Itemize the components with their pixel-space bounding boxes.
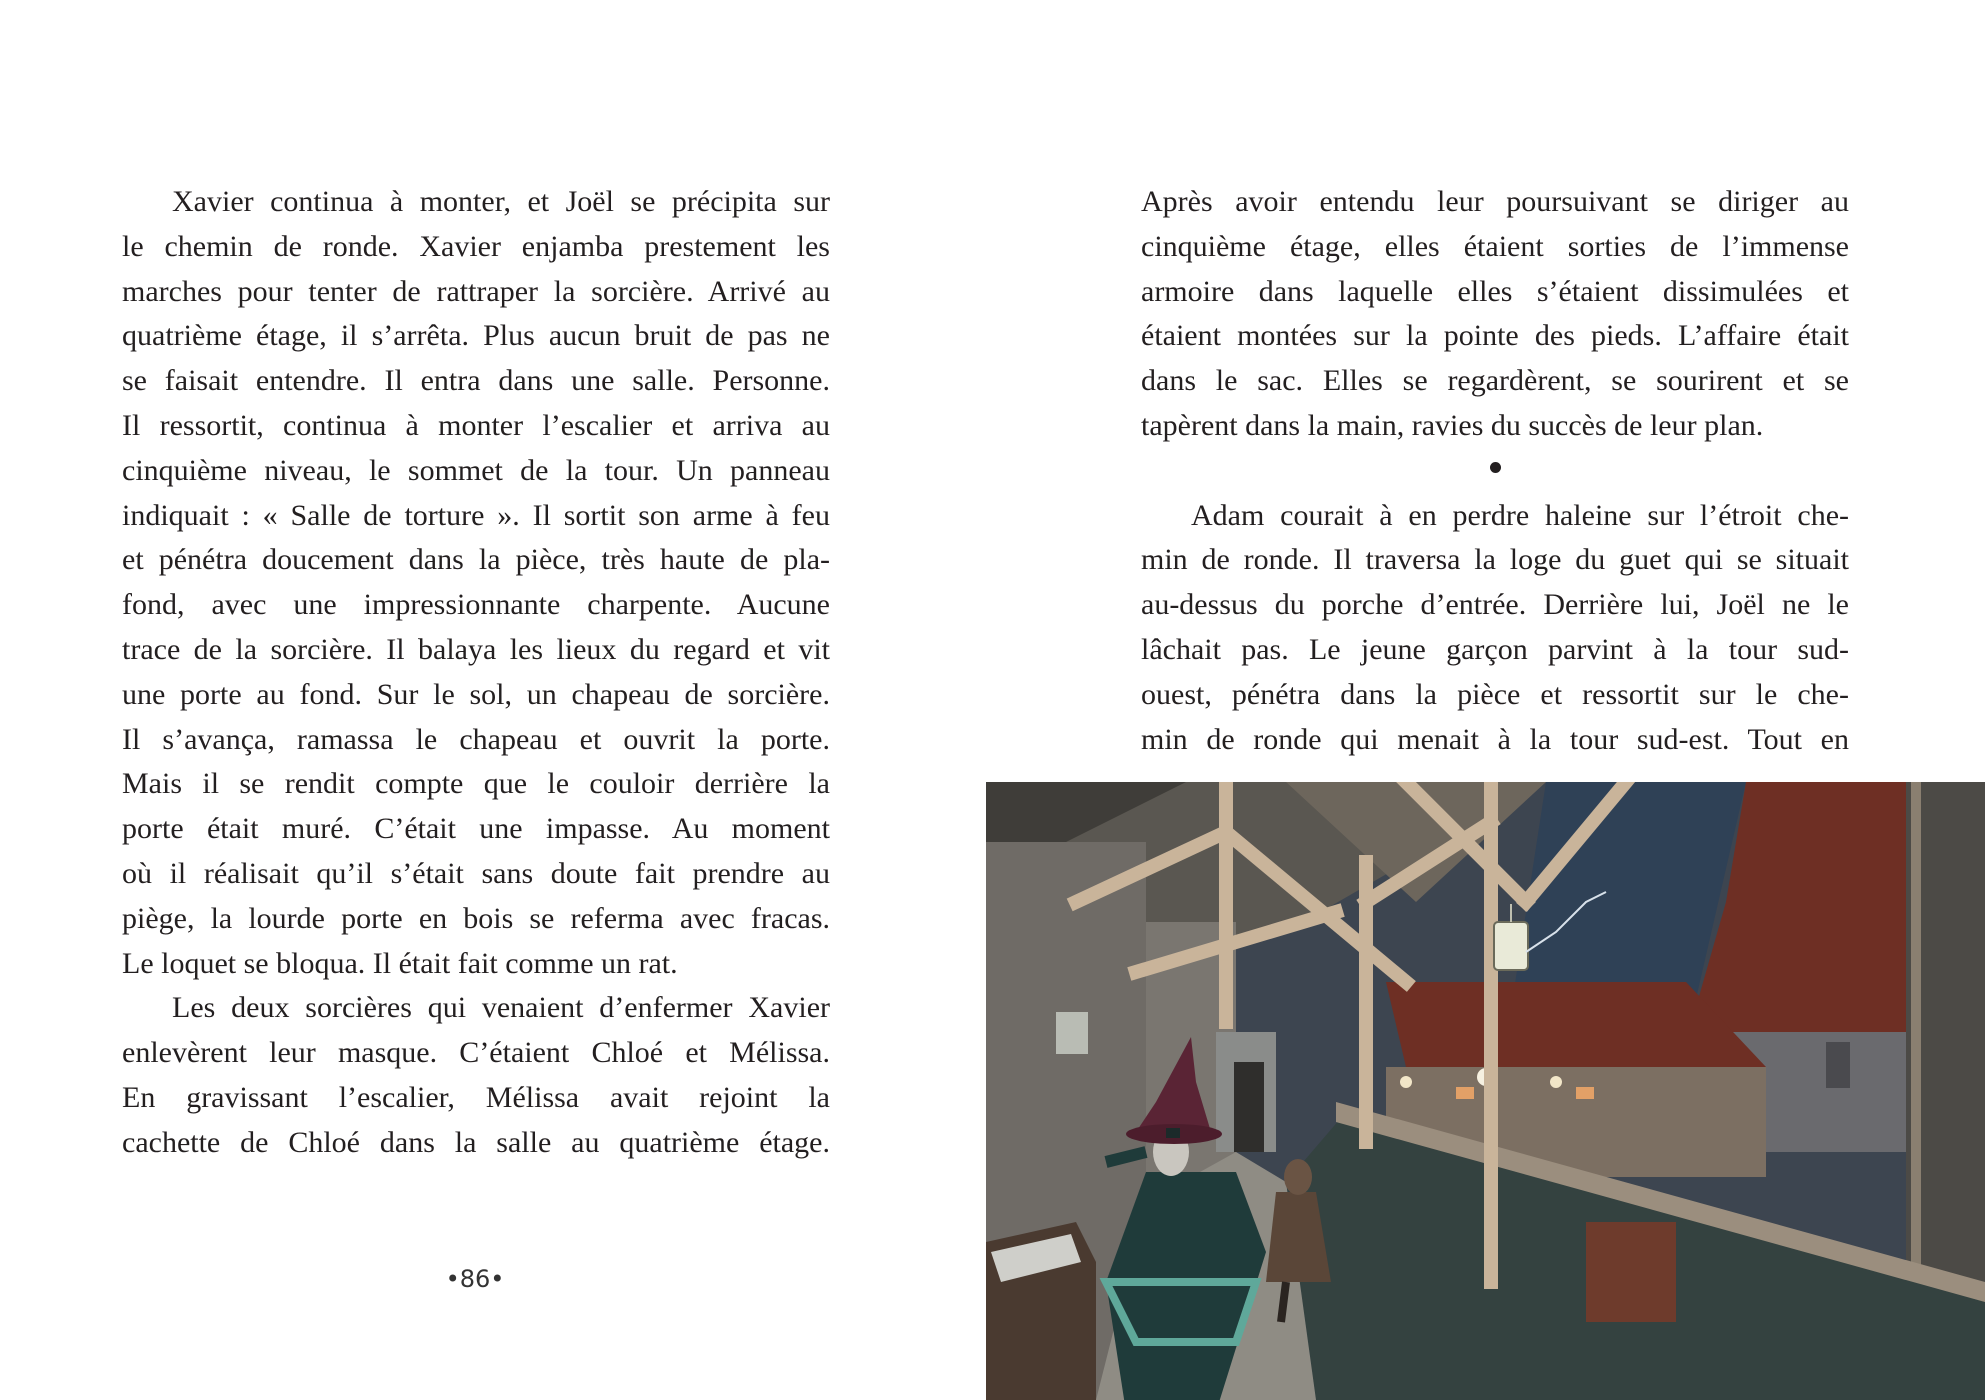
text-line: Adam courait à en perdre haleine sur l’étroit che- [1191, 498, 1849, 532]
paragraph [122, 180, 830, 986]
paragraph [1141, 494, 1849, 763]
text-line: le chemin de ronde. Xavier enjamba prestement les [122, 229, 830, 263]
text-line: marches pour tenter de rattraper la sorcière. Arrivé au [122, 274, 830, 308]
text-line: cinquième niveau, le sommet de la tour. Un panneau [122, 453, 830, 487]
text-line: Mais il se rendit compte que le couloir derrière la [122, 767, 830, 801]
text-line: cinquième étage, elles étaient sorties de l’immense [1141, 229, 1849, 263]
paragraph [1141, 180, 1849, 449]
text-line: se faisait entendre. Il entra dans une salle. Personne. [122, 364, 830, 398]
text-line: tapèrent dans la main, ravies du succès de leur plan. [1141, 408, 1764, 442]
section-separator-dot [1490, 462, 1501, 473]
text-line: où il réalisait qu’il s’était sans doute fait prendre au [122, 856, 830, 890]
text-line: dans le sac. Elles se regardèrent, se sourirent et se [1141, 364, 1849, 398]
text-line: Le loquet se bloqua. Il était fait comme un rat. [122, 946, 678, 980]
text-line: min de ronde. Il traversa la loge du guet qui se situait [1141, 543, 1849, 577]
left-page-text [122, 180, 830, 1166]
paragraph [122, 986, 830, 1165]
text-line: cachette de Chloé dans la salle au quatrième étage. [122, 1125, 830, 1159]
text-line: Il s’avança, ramassa le chapeau et ouvrit la porte. [122, 722, 830, 756]
text-line: lâchait pas. Le jeune garçon parvint à la tour sud- [1141, 632, 1849, 666]
text-line: ouest, pénétra dans la pièce et ressortit sur le che- [1141, 677, 1849, 711]
text-line: porte était muré. C’était une impasse. Au moment [122, 812, 830, 846]
text-line: Après avoir entendu leur poursuivant se diriger au [1141, 185, 1849, 218]
illustration [986, 782, 1985, 1400]
text-line: au-dessus du porche d’entrée. Derrière lui, Joël ne le [1141, 588, 1849, 622]
text-line: min de ronde qui menait à la tour sud-est. Tout en [1141, 722, 1849, 756]
text-line: Il ressortit, continua à monter l’escalier et arriva au [122, 408, 830, 442]
text-line: Xavier continua à monter, et Joël se précipita sur [172, 185, 830, 218]
illustration-scene [986, 782, 1985, 1400]
text-line: étaient montées sur la pointe des pieds. L’affaire était [1141, 319, 1849, 353]
text-line: Les deux sorcières qui venaient d’enfermer Xavier [172, 991, 830, 1025]
text-line: indiquait : « Salle de torture ». Il sortit son arme à feu [122, 498, 830, 532]
text-line: et pénétra doucement dans la pièce, très haute de pla- [122, 543, 830, 577]
text-line: fond, avec une impressionnante charpente. Aucune [122, 588, 830, 622]
page-number: •86• [445, 1265, 505, 1293]
text-line: trace de la sorcière. Il balaya les lieux du regard et vit [122, 632, 830, 666]
text-line: En gravissant l’escalier, Mélissa avait rejoint la [122, 1080, 830, 1114]
text-line: une porte au fond. Sur le sol, un chapeau de sorcière. [122, 677, 830, 711]
text-line: piège, la lourde porte en bois se referma avec fracas. [122, 901, 830, 935]
text-line: enlevèrent leur masque. C’étaient Chloé et Mélissa. [122, 1036, 830, 1070]
text-line: armoire dans laquelle elles s’étaient dissimulées et [1141, 274, 1849, 308]
text-line: quatrième étage, il s’arrêta. Plus aucun bruit de pas ne [122, 319, 830, 353]
